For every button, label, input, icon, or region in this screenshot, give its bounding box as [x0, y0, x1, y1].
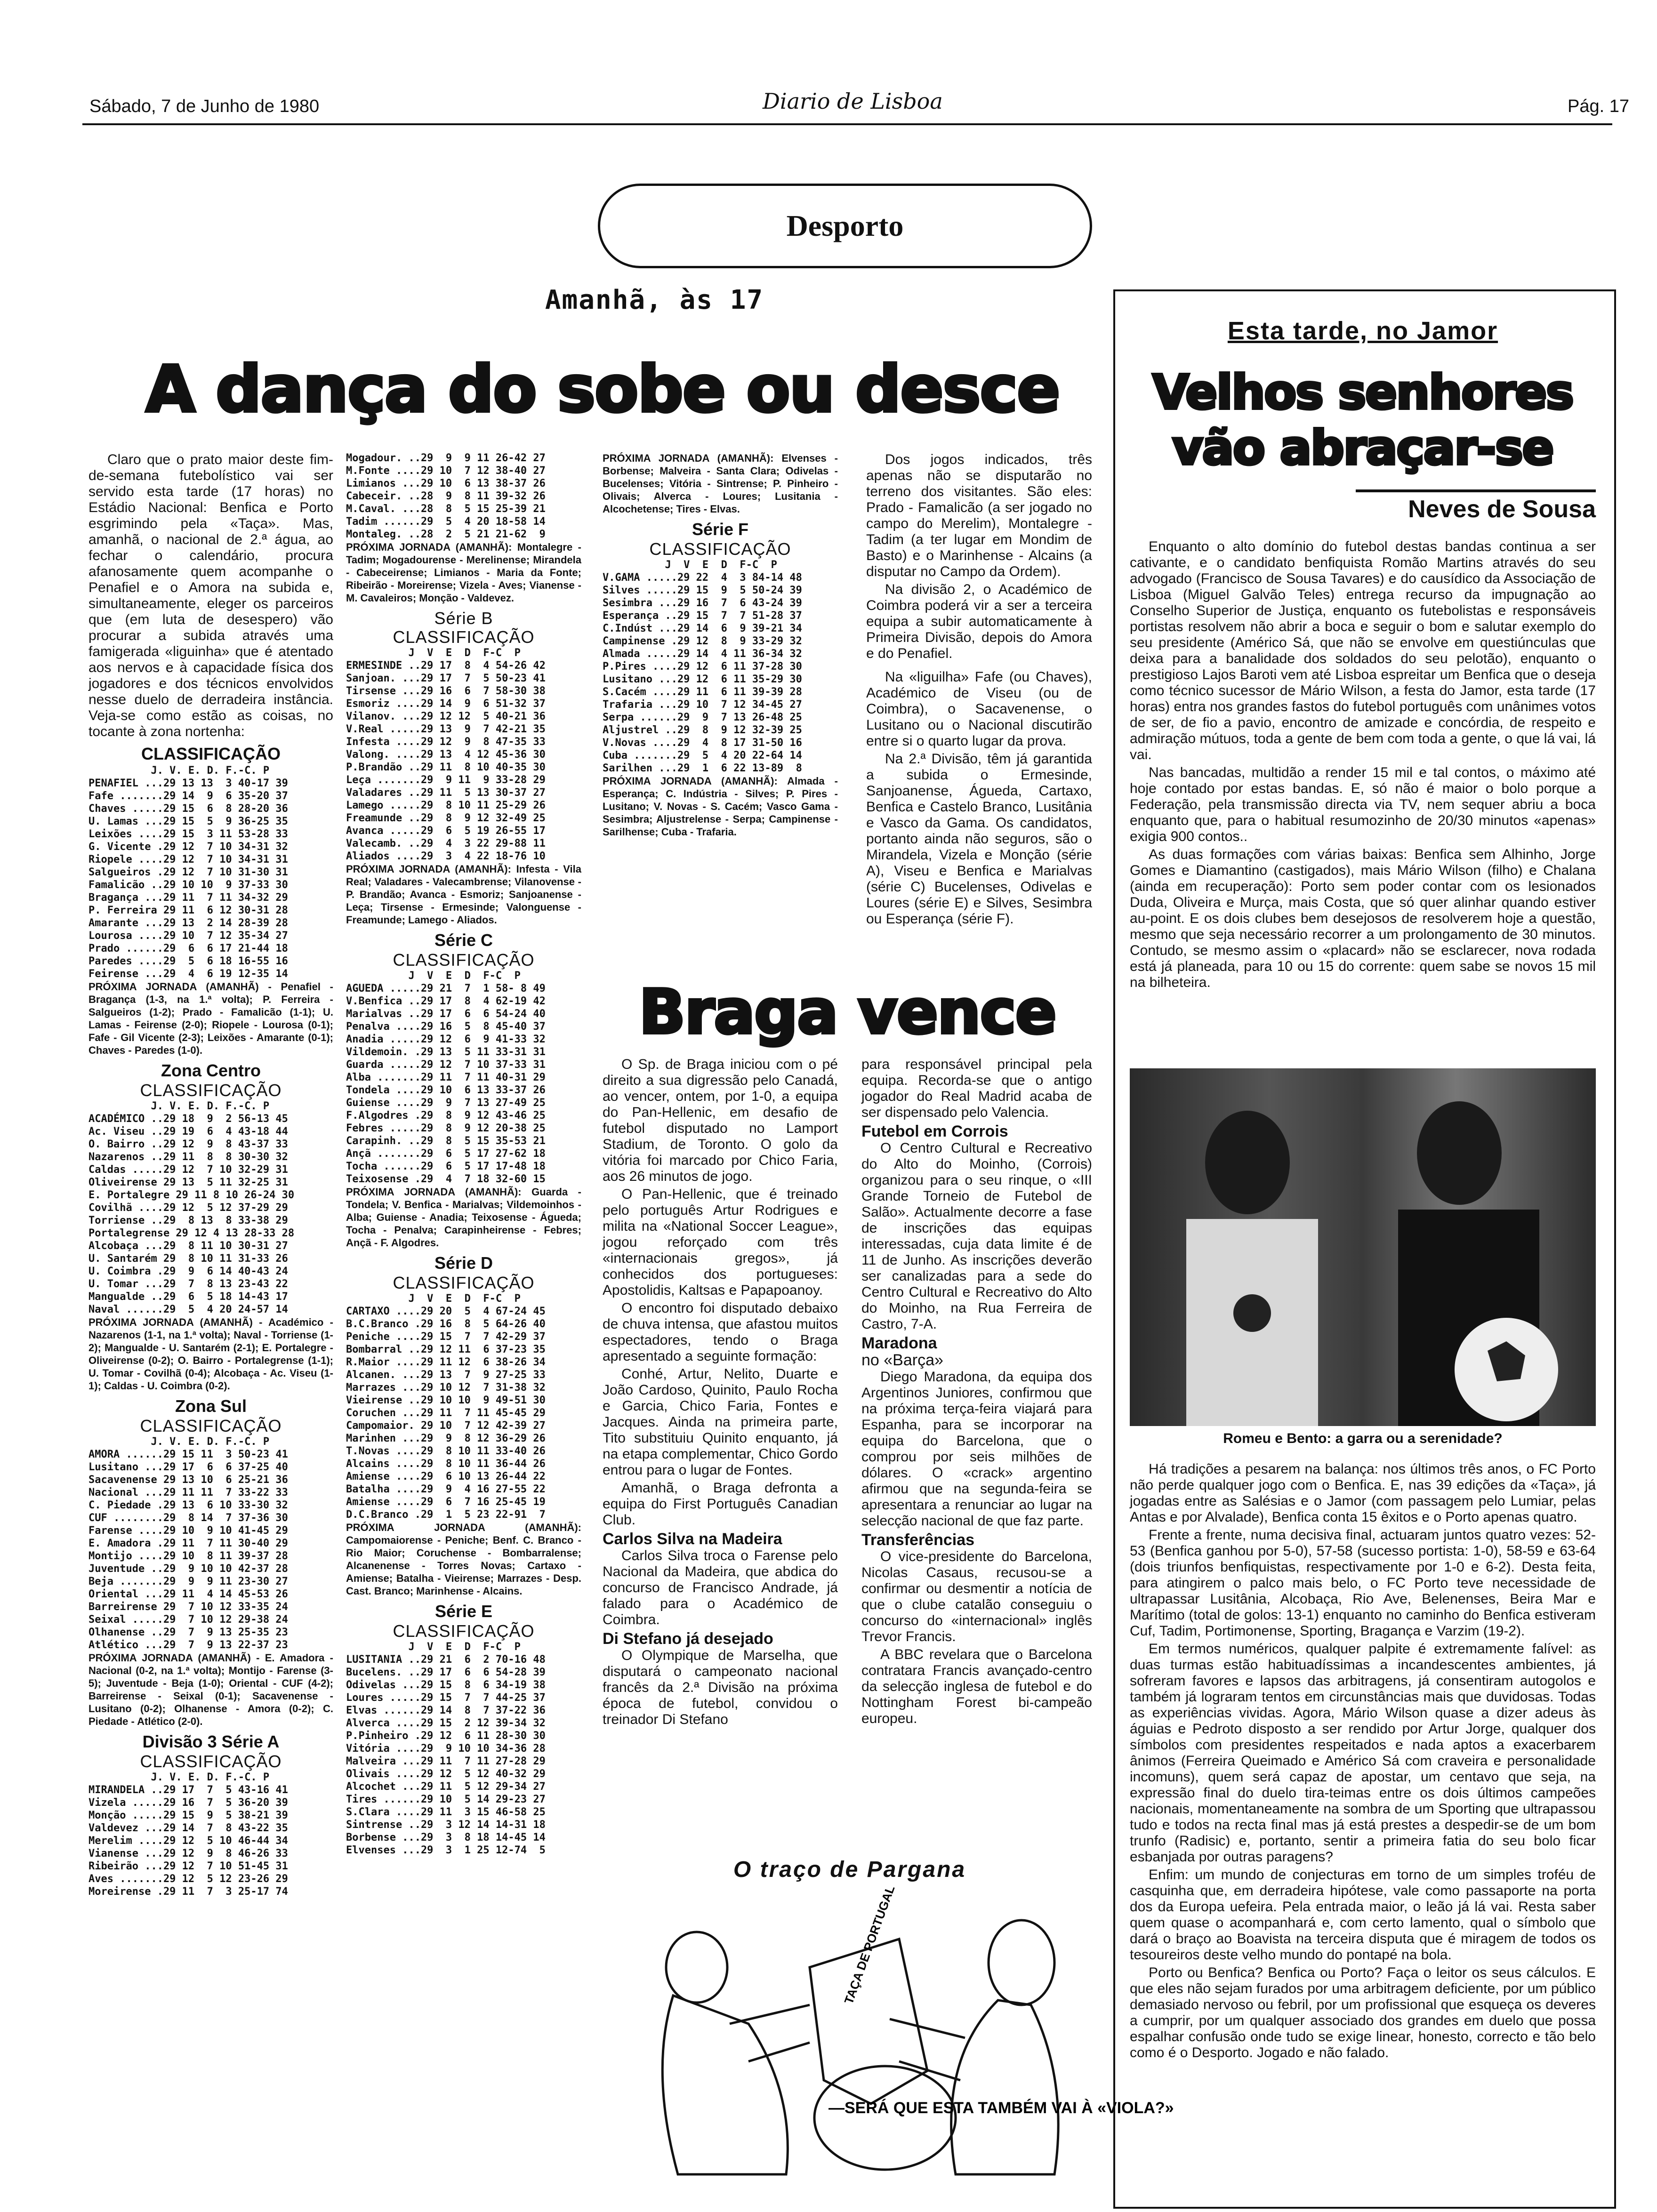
sidebar-para-5: Frente a frente, numa decisiva final, actuaram juntos quatro vezes: 52-53 (Benfica ganhou por 5-0), 57-58 (sucesso portista: 1-0), 58-59 e 63-64 (dois triunfos benfiquistas, respectivamente por 1-0 e 6-2). Desta feita, para atingirem o palco mais belo, o FC Porto teve necessidade de ultrapassar Lusitânia, Alcobaça, Rio Ave, Belenenses, Beira Mar e Marítimo (total de golos: 13-1) enquanto no caminho do Benfica estiveram Cuf, Tadim, Portimonense, Sporting, Bragança e Varzim (19-2). [1130, 1527, 1596, 1639]
braga-para-3: O encontro foi disputado debaixo de chuva intensa, que afastou muitos espectadores, tendo o Braga apresentado a seguinte formação: [603, 1300, 838, 1364]
seriee-title: Série E [434, 1602, 493, 1621]
photo-figures [1130, 1068, 1596, 1426]
norte-next-round: PRÓXIMA JORNADA (AMANHÃ) - Penafiel - Bragança (1-3, na 1.ª volta); P. Ferreira - Salgueiros (1-2); Prado - Famalicão (1-1); U. Lamas - Feirense (2-0); Riopele - Lourosa (0-1); Fafe - Gil Vicente (2-3); Leixões - Amarante (0-1); Chaves - Paredes (1-0). [88, 981, 333, 1056]
transfers-text-1: O vice-presidente do Barcelona, Nicolas Casaus, recusou-se a confirmar ou desmentir a notícia de que o clube catalão conseguiu o concurso do «internacional» inglês Trevor Francis. [861, 1549, 1092, 1644]
sidebar-headline: Velhos senhores vão abraçar-se [1152, 365, 1573, 475]
div3-title: Divisão 3 Série A [142, 1732, 280, 1751]
main-kicker: Amanhã, às 17 [545, 285, 764, 315]
sidebar-para-1: Enquanto o alto domínio do futebol destas bandas continua a ser cativante, e o candidato benfiquista Romão Martins através do seu advogado (Francisco de Sousa Tavares) e do causídico da Associação de Lisboa (Miguel Galvão Teles) entrega recurso da impugnação ao Conselho Superior de Justiça, enquanto os futebolistas e responsáveis portistas resolvem não abrir a boca e seguir o bom e salutar exemplo do seu presidente (Américo Sá, que não se envolve em questiúnculas que deixa para a banalidade dos soldados do seu pelotão), enquanto o prestigioso Lajos Baroti vem até Lisboa espreitar um Benfica que o deseja como técnico sucessor de Mário Wilson, a festa do Jamor, esta tarde (17 horas) entra nos grandes fastos do futebol português com unânimes votos de ser, de fio a pavio, encontro de amizade e concórdia, de respeito e admiração mútuos, toda a gente de bem com toda a gente, o que lá vai, lá vai. [1130, 539, 1596, 762]
section-title: Desporto [786, 209, 904, 242]
serief-title: Série F [692, 520, 749, 539]
main-col4-para-1: Dos jogos indicados, três apenas não se disputarão no terreno dos visitantes. São eles: Prado - Famalicão (a ser jogado no campo do Merelim), Montalegre - Tadim (a ter lugar em Mondim de Basto) e o Marinhense - Alcains (a disputar no Campo da Ordem). [866, 452, 1092, 579]
norte-classif-title: CLASSIFICAÇÃO [141, 744, 281, 763]
main-col4-para-2: Na divisão 2, o Académico de Coimbra poderá vir a ser a terceira equipa a subir automaticamente à Primeira Divisão, depois do Amora e do Penafiel. [866, 582, 1092, 661]
serieb-table-header: J V E D F-C P [346, 647, 521, 659]
sul-table-header: J. V. E. D. F.-C. P [88, 1436, 270, 1448]
sidebar-para-6: Em termos numéricos, qualquer palpite é extremamente falível: as duas turmas estão habituadíssimas a incandescentes ambientes, já sofreram favores e lapsos das arbitragens, já consentiram autogolos e também já lograram tentos em circunstâncias mais que duvidosas. Todas as experiências vividas. Agora, Mário Wilson quase a dizer adeus às águias e Pedroto disposto a ser rendido por Artur Jorge, qualquer dos símbolos com presidentes respeitados e nada aptos a exacerbarem ânimos (Ferreira Queimado e Américo Sá com craveira e personalidade incomuns), quem será capaz de apostar, um centavo que seja, na expressão final do duelo tira-teimas entre os dois últimos campeões nacionais, momentaneamente na sombra de um Sporting que ultrapassou tudo e todos na recta final mas já está prestes a despedir-se de um bom trunfo (Radisic) e, portanto, sentir a primeira fatia do seu bolo ficar esbanjada por outras paragens? [1130, 1641, 1596, 1865]
centro-title: Zona Centro [161, 1061, 261, 1080]
cartoon-drawing [607, 1883, 1174, 2198]
sidebar-para-3: As duas formações com várias baixas: Benfica sem Alhinho, Jorge Gomes e Diamantino (castigados), mais Mário Wilson (filho) e Chalana (ainda em recuperação): Porto sem poder contar com os lesionados Duda, Oliveira e Murça, mais Costa, que só quer alinhar quando estiver au-point. E os dois clubes bem desejosos de resolverem hoje a questão, mesmo que seja necessário recorrer a um prolongamento de 30 minutos. Contudo, se mesmo assim o «placard» não se esclarecer, nova rodada está já planeada, para 10 ou 15 do corrente: quem sabe se novos 15 mil na bilheteira. [1130, 847, 1596, 990]
distefano-text: O Olympique de Marselha, que disputará o campeonato nacional francês da 2.ª Divisão na próxima época de futebol, convidou o treinador Di Stefano [603, 1648, 838, 1727]
trophy-label: TAÇA DE PORTUGAL [841, 1883, 898, 2006]
main-column-3 [603, 452, 838, 838]
corrois-text: O Centro Cultural e Recreativo do Alto do Moinho, (Corrois) organizou para o seu rinque, o «III Grande Torneio de Futebol de Salão». Actualmente decorre a fase de inscrições das equipas interessadas, cuja data limite é de 11 de Junho. As inscrições deverão ser canalizadas para a sede do Centro Cultural e Recreativo do Alto do Moinho, na Rua Ferreira de Castro, 7-A. [861, 1140, 1092, 1332]
main-col4-para-3: Na «liguilha» Fafe (ou Chaves), Académico de Viseu (ou de Coimbra), o Sacavenense, o Lusitano ou o Nacional discutirão entre si o quarto lugar da prova. [866, 669, 1092, 749]
serieb-table: ERMESINDE ..29 17 8 4 54-26 42 Sanjoan. ...29 17 7 5 50-23 41 Tirsense ...29 16 6 7 58-30 38 Esmoriz ....29 14 9 6 51-32 37 Vilanov. ...29 12 12 5 40-21 36 V.Real .....29 13 9 7 42-21 35 Infesta ....29 12 9 8 47-35 33 Valong. ....29 13 4 12 45-36 30 P.Brandão ..29 11 8 10 40-35 30 Leça .......29 9 11 9 33-28 29 Valadares ..29 11 5 13 30-37 27 Lamego .....29 8 10 11 25-29 26 Freamunde ..29 8 9 12 32-49 25 Avanca .....29 6 5 19 26-55 17 Valecamb. ..29 4 3 22 29-88 11 Aliados ....29 3 4 22 18-76 10 [346, 660, 546, 862]
sul-table: AMORA ......29 15 11 3 50-23 41 Lusitano ...29 17 6 6 37-25 40 Sacavenense 29 13 10 6 25-21 36 Nacional ...29 11 11 7 33-22 33 C. Piedade .29 13 6 10 33-30 32 CUF ........29 8 14 7 37-36 30 Farense ....29 10 9 10 41-45 29 E. Amadora .29 11 7 11 30-40 29 Montijo ....29 10 8 11 39-37 28 Juventude ..29 9 10 10 42-37 28 Beja .......29 9 9 11 23-30 27 Oriental ...29 11 4 14 45-53 26 Barreirense 29 7 10 12 33-35 24 Seixal .....29 7 10 12 29-38 24 Olhanense ..29 7 9 13 25-35 23 Atlético ...29 7 9 13 22-37 23 [88, 1449, 288, 1651]
right-head-icon [989, 1920, 1054, 2005]
centro-classif-title: CLASSIFICAÇÃO [140, 1081, 282, 1100]
div3-table-header: J. V. E. D. F.-C. P [88, 1771, 270, 1783]
serieb-classif-title: CLASSIFICAÇÃO [393, 627, 535, 647]
maradona-text: Diego Maradona, da equipa dos Argentinos Juniores, confirmou que na próxima terça-feira viajará para Espanha, para se incorporar na equipa do Barcelona, que o comprou por seis milhões de dólares. O «crack» argentino afirmou que na segunda-feira se apresentara a renunciar ao lugar na selecção nacional de que faz parte. [861, 1369, 1092, 1529]
transfers-text-2: A BBC revelara que o Barcelona contratara Francis avançado-centro da selecção inglesa de futebol e do Nottingham Forest bi-campeão europeu. [861, 1647, 1092, 1726]
braga-para-2: O Pan-Hellenic, que é treinado pelo português Artur Rodrigues e milita na «National Soccer League», jogou reforçado com três «internacionais gregos», já conhecidos dos portugueses: Apostolidis, Kaltsas e Papapoanoy. [603, 1186, 838, 1298]
seriea-next-round: PRÓXIMA JORNADA (AMANHÃ): Montalegre - Tadim; Mogadourense - Merelinense; Mirandela - Cabeceirense; Limianos - Maria da Fonte; Ribeirão - Moreirense; Vizela - Aves; Vianense - M. Cavaleiros; Monção - Valdevez. [346, 541, 581, 604]
sul-next-round: PRÓXIMA JORNADA (AMANHÃ) - E. Amadora - Nacional (0-2, na 1.ª volta); Montijo - Farense (3-5); Juventude - Beja (1-0); Oriental - CUF (4-2); Barreirense - Seixal (0-1); Sacavenense - Lusitano (0-2); Olhanense - Amora (0-2); C. Piedade - Atlético (2-0). [88, 1652, 333, 1727]
seriee-table: LUSITANIA ..29 21 6 2 70-16 48 Bucelens. ..29 17 6 6 54-28 39 Odivelas ...29 15 8 6 34-19 38 Loures .....29 15 7 7 44-25 37 Elvas ......29 14 8 7 37-22 36 Alverca ....29 15 2 12 39-34 32 P.Pinheiro .29 12 6 11 28-30 30 Vitória ....29 9 10 10 34-36 28 Malveira ...29 11 7 11 27-28 29 Olivais ....29 12 5 12 40-32 29 Alcochet ...29 11 5 12 29-34 27 Tires ......29 10 5 14 29-23 27 S.Clara ....29 11 3 15 46-58 25 Sintrense ..29 3 12 14 14-31 18 Borbense ...29 3 8 18 14-45 14 Elvenses ...29 3 1 25 12-74 5 [346, 1654, 546, 1856]
sidebar-para-2: Nas bancadas, multidão a render 15 mil e tal contos, o máximo até hoje contado por estas bandas. E, só não é maior o bolo porque a Federação, pela transmissão directa via TV, nem sequer abriu a boca enquanto que, para o habitual resumozinho de 20/30 minutos «apenas» exigia 900 contos.. [1130, 765, 1596, 844]
seriea-table-cont: Mogadour. ..29 9 9 11 26-42 27 M.Fonte ....29 10 7 12 38-40 27 Limianos ...29 10 6 13 38-37 26 Cabeceir. ..28 9 8 11 39-32 26 M.Caval. ...28 8 5 15 25-39 21 Tadim ......29 5 4 20 18-58 14 Montaleg. ..28 2 5 21 21-62 9 [346, 452, 546, 540]
right-body [951, 2000, 1059, 2174]
serieb-title: Série B [434, 609, 493, 628]
seriec-next-round: PRÓXIMA JORNADA (AMANHÃ): Guarda - Tondela; V. Benfica - Marialvas; Vildemoinhos - Alba; Guiense - Anadia; Teixosense - Águeda; Tocha - Penalva; Carapinheirense - Febres; Ançã - F. Algodres. [346, 1186, 581, 1249]
serief-table: V.GAMA .....29 22 4 3 84-14 48 Silves .....29 15 9 5 50-24 39 Sesimbra ...29 16 7 6 43-24 39 Esperança ..29 15 7 7 51-28 37 C.Indúst ...29 14 6 9 39-21 34 Campinense .29 12 8 9 33-29 32 Almada .....29 14 4 11 36-34 32 P.Pires ....29 12 6 11 37-28 30 Lusitano ...29 12 6 11 35-29 30 S.Cacém ....29 11 6 11 39-39 28 Trafaria ...29 10 7 12 34-45 27 Serpa ......29 9 7 13 26-48 25 Aljustrel ..29 8 9 12 32-39 25 V.Novas ....29 4 8 17 31-50 16 Cuba .......29 5 4 20 22-64 14 Sarilhen ...29 1 6 22 13-89 8 [603, 572, 802, 774]
serief-classif-title: CLASSIFICAÇÃO [649, 539, 791, 559]
photo-caption: Romeu e Bento: a garra ou a serenidade? [1223, 1431, 1503, 1446]
speech-bubble [814, 2066, 956, 2170]
braga-headline: Braga vence [639, 976, 1056, 1048]
sidebar-kicker: Esta tarde, no Jamor [1227, 317, 1498, 345]
seriec-title: Série C [434, 930, 493, 950]
norte-table-header: J. V. E. D. F.-C. P [88, 765, 270, 777]
header-rule [82, 123, 1612, 125]
distefano-continued: para responsável principal pela equipa. Recorda-se que o antigo jogador do Real Madrid acaba de ser dispensado pelo Valencia. [861, 1057, 1092, 1120]
cartoon-title: O traço de Pargana [733, 1857, 966, 1882]
norte-table: PENAFIEL ...29 13 13 3 40-17 39 Fafe .......29 14 9 6 35-20 37 Chaves .....29 15 6 8 28-20 36 U. Lamas ...29 15 5 9 36-25 35 Leixões ....29 15 3 11 53-28 33 G. Vicente .29 12 7 10 34-31 32 Riopele ....29 12 7 10 34-31 31 Salgueiros .29 12 7 10 31-30 31 Famalicão ..29 10 10 9 37-33 30 Bragança ...29 11 7 11 34-32 29 P. Ferreira 29 11 6 12 30-31 28 Amarante ...29 13 2 14 28-39 28 Lourosa ....29 10 7 12 35-34 27 Prado ......29 6 6 17 21-44 18 Paredes ....29 5 6 18 16-55 16 Feirense ...29 4 6 19 12-35 14 [88, 777, 288, 980]
sidebar-text-2 [1130, 1461, 1596, 2063]
braga-para-4: Conhé, Artur, Nelito, Duarte e João Cardoso, Quinito, Paulo Rocha e Garcia, Chico Faria, Fontes e Jacques. Ainda na primeira parte, Tito substituiu Quinito enquanto, já na etapa complementar, Chico Gordo entrou para o lugar de Fontes. [603, 1366, 838, 1478]
sidebar-para-8: Porto ou Benfica? Benfica ou Porto? Faça o leitor os seus cálculos. E que eles não sejam furados por uma arbitragem deficiente, por um público demasiado nervoso ou febril, por um profissional que esqueça os deveres a cumprir, por um qualquer associado dos grandes em duelo que possa espalhar confusão onde tudo se exige linear, honesto, correcto e tão belo como é o Desporto. Jogado e não falado. [1130, 1965, 1596, 2060]
maradona-subtitle: no «Barça» [861, 1351, 943, 1369]
seriec-table-header: J V E D F-C P [346, 970, 521, 982]
seriec-table: AGUEDA .....29 21 7 1 58- 8 49 V.Benfica ..29 17 8 4 62-19 42 Marialvas ..29 17 6 6 54-24 40 Penalva ....29 16 5 8 45-40 37 Anadia .....29 12 6 9 41-33 32 Vildemoin. .29 13 5 11 33-31 31 Guarda .....29 12 7 10 37-33 31 Alba .......29 11 7 11 40-31 29 Tondela ....29 10 6 13 33-37 26 Guiense ....29 9 7 13 27-49 25 F.Algodres .29 8 9 12 43-46 25 Febres .....29 8 9 12 20-38 25 Carapinh. ..29 8 5 15 35-53 21 Ançã .......29 6 5 17 27-62 18 Tocha ......29 6 5 17 17-48 18 Teixosense .29 4 7 18 32-60 15 [346, 983, 546, 1185]
transfers-title: Transferências [861, 1531, 975, 1549]
corrois-title: Futebol em Corrois [861, 1122, 1008, 1140]
cartoon [607, 1857, 1174, 2207]
left-head-icon [666, 1932, 727, 2003]
seriec-classif-title: CLASSIFICAÇÃO [393, 950, 535, 970]
madeira-text: Carlos Silva troca o Farense pelo Nacional da Madeira, que abdica do concurso de Francisco Andrade, já falado para o Académico de Coimbra. [603, 1548, 838, 1627]
sidebar-para-7: Enfim: um mundo de conjecturas em torno de um simples troféu de casquinha que, em derradeira hipótese, vale como passaporte na porta dos da Europa uefeira. Pela entrada maior, o leão já lá vai. Resta saber quem quase o acompanhará e, com certo lamento, qual o símbolo que dará o braço ao Boavista na terceira disputa que é miragem de todos os tesoureiros deste velho mundo do pontapé na bola. [1130, 1867, 1596, 1963]
main-column-1 [88, 452, 333, 1898]
div3-table: MIRANDELA ..29 17 7 5 43-16 41 Vizela .....29 16 7 5 36-20 39 Monção .....29 15 9 5 38-21 39 Valdevez ...29 14 7 8 43-22 35 Merelim ....29 12 5 10 46-44 34 Vianense ...29 12 9 8 46-26 33 Ribeirão ...29 12 7 10 51-45 31 Aves .......29 12 5 12 23-26 29 Moreirense .29 11 7 3 25-17 74 [88, 1784, 288, 1898]
centro-table: ACADÉMICO ..29 18 9 2 56-13 45 Ac. Viseu ..29 19 6 4 43-18 44 O. Bairro ..29 12 9 8 43-37 33 Nazarenos ..29 11 8 8 30-30 32 Caldas .....29 12 7 10 32-29 31 Oliveirense 29 13 5 11 32-25 31 E. Portalegre 29 11 8 10 26-24 30 Covilhã ....29 12 5 12 37-29 29 Torriense ..29 8 13 8 33-38 29 Portalegrense 29 12 4 13 28-33 28 Alcobaça ...29 8 11 10 30-31 27 U. Santarém 29 8 10 11 31-33 26 U. Coimbra .29 9 6 14 40-43 24 U. Tomar ...29 7 8 13 23-43 22 Mangualde ..29 6 5 18 14-43 17 Naval ......29 5 4 20 24-57 14 [88, 1113, 295, 1315]
page-number: Pág. 17 [1568, 96, 1629, 116]
sul-classif-title: CLASSIFICAÇÃO [140, 1416, 282, 1435]
serief-next-round: PRÓXIMA JORNADA (AMANHÃ): Almada - Esperança; C. Indústria - Silves; P. Pires - Lusitano; V. Novas - S. Cacém; Vasco Gama - Sesimbra; Aljustrelense - Serpa; Campinense - Sarilhense; Cuba - Trafaria. [603, 775, 838, 838]
serief-table-header: J V E D F-C P [603, 559, 777, 571]
sul-title: Zona Sul [175, 1396, 247, 1416]
seried-classif-title: CLASSIFICAÇÃO [393, 1273, 535, 1292]
seried-next-round: PRÓXIMA JORNADA (AMANHÃ): Campomaiorense - Peniche; Benf. C. Branco - Rio Maior; Coruchense - Bombarralense; Alcanenense - Torres Novas; Cartaxo - Amiense; Batalha - Vieirense; Marrazes - Desp. Cast. Branco; Marinhense - Alcains. [346, 1522, 581, 1597]
braga-column-1 [603, 1057, 838, 1730]
seriee-table-header: J V E D F-C P [346, 1641, 521, 1653]
seried-table: CARTAXO ....29 20 5 4 67-24 45 B.C.Branco .29 16 8 5 64-26 40 Peniche ....29 15 7 7 42-29 37 Bombarral ..29 12 11 6 37-23 35 R.Maior ....29 11 12 6 38-26 34 Alcanen. ...29 13 7 9 27-25 33 Marrazes ...29 10 12 7 31-38 32 Vieirense ..29 10 10 9 49-51 30 Coruchen ...29 11 7 11 45-45 29 Campomaior. 29 10 7 12 42-39 27 Marinhen ...29 9 8 12 36-29 26 T.Novas ....29 8 10 11 33-40 26 Alcains ....29 8 10 11 36-44 26 Amiense ....29 6 10 13 26-44 22 Batalha ....29 9 4 16 27-55 22 Amiense ....29 6 7 16 25-45 19 D.C.Branco .29 1 5 23 22-91 7 [346, 1306, 546, 1521]
maradona-title: Maradona [861, 1334, 937, 1352]
distefano-title: Di Stefano já desejado [603, 1630, 773, 1648]
madeira-title: Carlos Silva na Madeira [603, 1530, 782, 1548]
main-column-2 [346, 452, 581, 1857]
braga-column-2 [861, 1057, 1092, 1729]
issue-date: Sábado, 7 de Junho de 1980 [89, 96, 320, 116]
serieb-next-round: PRÓXIMA JORNADA (AMANHÃ): Infesta - Vila Real; Valadares - Valecambrense; Vilanovense - P. Brandão; Avanca - Esmoriz; Sanjoanense - Leça; Tirsense - Ermesinde; Valonguense - Freamunde; Lamego - Aliados. [346, 863, 581, 926]
centro-next-round: PRÓXIMA JORNADA (AMANHÃ) - Académico - Nazarenos (1-1, na 1.ª volta); Naval - Torriense (1-2); Mangualde - U. Santarém (2-1); E. Portalegre - Oliveirense (0-2); O. Bairro - Portalegrense (1-1); U. Tomar - Covilhã (0-4); Alcobaça - Ac. Viseu (1-1); Caldas - U. Coimbra (0-2). [88, 1316, 333, 1392]
seriee-classif-title: CLASSIFICAÇÃO [393, 1621, 535, 1641]
braga-para-1: O Sp. de Braga iniciou com o pé direito a sua digressão pelo Canadá, ao vencer, ontem, por 1-0, a equipa do Pan-Hellenic, em desafio de futebol disputado no Lamport Stadium, de Toronto. O golo da vitória foi marcado por Chico Faria, aos 26 minutos de jogo. [603, 1057, 838, 1184]
div3-classif-title: CLASSIFICAÇÃO [140, 1752, 282, 1771]
left-body [662, 1996, 788, 2174]
sidebar-byline: Neves de Sousa [1356, 489, 1596, 523]
braga-para-5: Amanhã, o Braga defronta a equipa do First Português Canadian Club. [603, 1480, 838, 1528]
section-banner [598, 184, 1092, 268]
main-col4-para-4: Na 2.ª Divisão, têm já garantida a subida o Ermesinde, Sanjoanense, Águeda, Cartaxo, Benfica e Castelo Branco, Lusitânia e Vasco da Gama. Os candidatos, portanto ainda não seguros, são o Mirandela, Vizela e Monção (série A), Viseu e Benfica e Marialvas (série C) Bucelenses, Odivelas e Loures (série E) e Silves, Sesimbra ou Esperança (série F). [866, 751, 1092, 927]
sidebar-para-4: Há tradições a pesarem na balança: nos últimos três anos, o FC Porto não perde qualquer jogo com o Benfica. E, nas 39 edições da «Taça», já jogadas entre as Salésias e o Jamor (com passagem pelo Lumiar, pelas Antas e por Alvalade), Benfica conta 15 êxitos e o Porto apenas quatro. [1130, 1461, 1596, 1525]
main-intro: Claro que o prato maior deste fim-de-semana futebolístico vai ser servido esta tarde (17 horas) no Estádio Nacional: Benfica e Porto esgrimindo pela «Taça». Mas, amanhã, o nacional de 2.ª água, ao fechar o calendário, procura afanosamente quem acompanhe o Penafiel e o Amora na subida e, simultaneamente, eleger os parceiros que (em luta de desespero) vão procurar a subida através uma famigerada «liguinha» que é atentado aos nervos e à capacidade física dos jogadores e dos técnicos envolvidos nesse duelo de derradeira instância. Veja-se como estão as coisas, no tocante à zona nortenha: [88, 452, 333, 739]
sidebar-text-1 [1130, 539, 1596, 993]
main-headline: A dança do sobe ou desce [145, 353, 1060, 427]
seried-title: Série D [434, 1253, 493, 1273]
seriee-next-round: PRÓXIMA JORNADA (AMANHÃ): Elvenses - Borbense; Malveira - Santa Clara; Odivelas - Bucelenses; Vitória - Sintrense; P. Pinheiro - Olivais; Alverca - Loures; Lusitania - Alcochetense; Tires - Elvas. [603, 452, 838, 515]
masthead: Diario de Lisboa [763, 88, 943, 114]
main-column-4 [866, 452, 1092, 929]
players-photo [1130, 1068, 1596, 1426]
seried-table-header: J V E D F-C P [346, 1293, 521, 1305]
centro-table-header: J. V. E. D. F.-C. P [88, 1100, 270, 1112]
cartoon-bubble-text: —SERÁ QUE ESTA TAMBÉM VAI À «VIOLA?» [828, 2099, 1174, 2117]
